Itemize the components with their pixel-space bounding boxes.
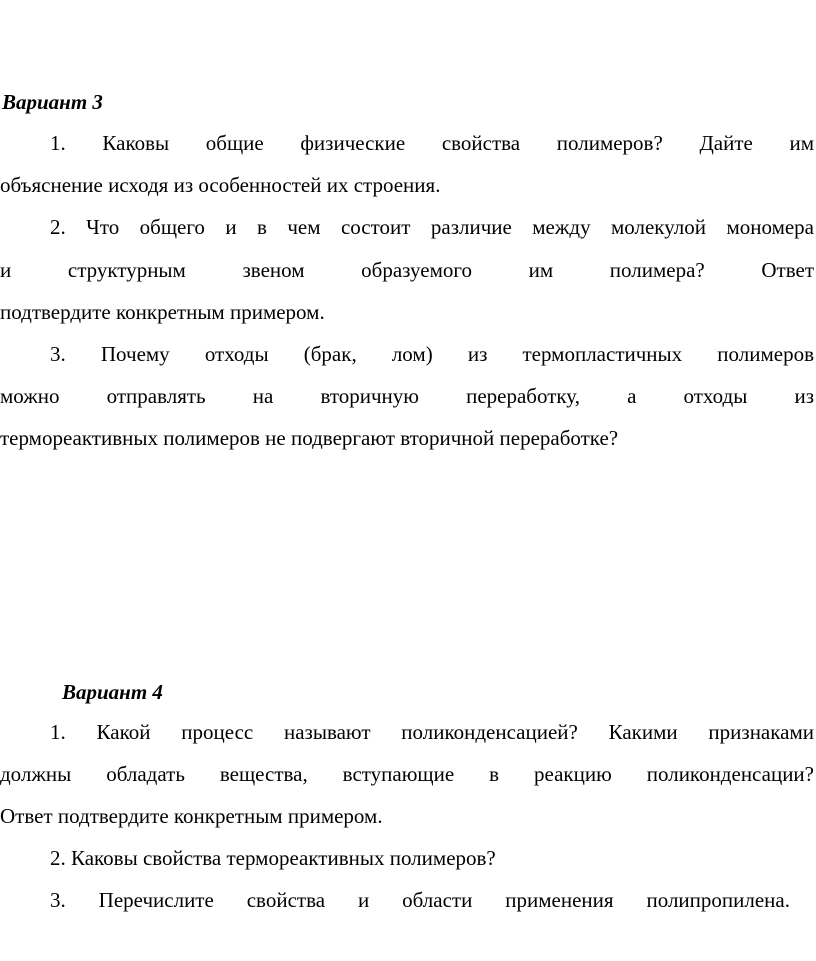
- variant-4-question-1-line-2: должны обладать вещества, вступающие в реакцию поликонденсации?: [0, 762, 814, 786]
- variant-4-heading: Вариант 4: [62, 680, 163, 704]
- variant-3-question-1-line-2: объяснение исходя из особенностей их строения.: [0, 173, 441, 197]
- variant-4-question-1-line-1: 1. Какой процесс называют поликонденсацией? Какими признаками: [50, 720, 814, 744]
- variant-3-question-3-line-2: можно отправлять на вторичную переработку, а отходы из: [0, 384, 814, 408]
- variant-3-question-2-line-3: подтвердите конкретным примером.: [0, 300, 325, 324]
- variant-3-question-1-line-1: 1. Каковы общие физические свойства полимеров? Дайте им: [50, 131, 814, 155]
- variant-4-question-1-line-3: Ответ подтвердите конкретным примером.: [0, 804, 383, 828]
- variant-3-question-3-line-1: 3. Почему отходы (брак, лом) из термопластичных полимеров: [50, 342, 814, 366]
- variant-3-question-3-line-3: термореактивных полимеров не подвергают вторичной переработке?: [0, 426, 619, 450]
- variant-4-question-3-line-1: 3. Перечислите свойства и области применения полипропилена.: [50, 888, 790, 912]
- variant-3-question-2-line-1: 2. Что общего и в чем состоит различие между молекулой мономера: [50, 215, 814, 239]
- variant-3-heading: Вариант 3: [2, 90, 103, 114]
- variant-4-question-2-line-1: 2. Каковы свойства термореактивных полимеров?: [50, 846, 496, 870]
- variant-3-question-2-line-2: и структурным звеном образуемого им полимера? Ответ: [0, 258, 814, 282]
